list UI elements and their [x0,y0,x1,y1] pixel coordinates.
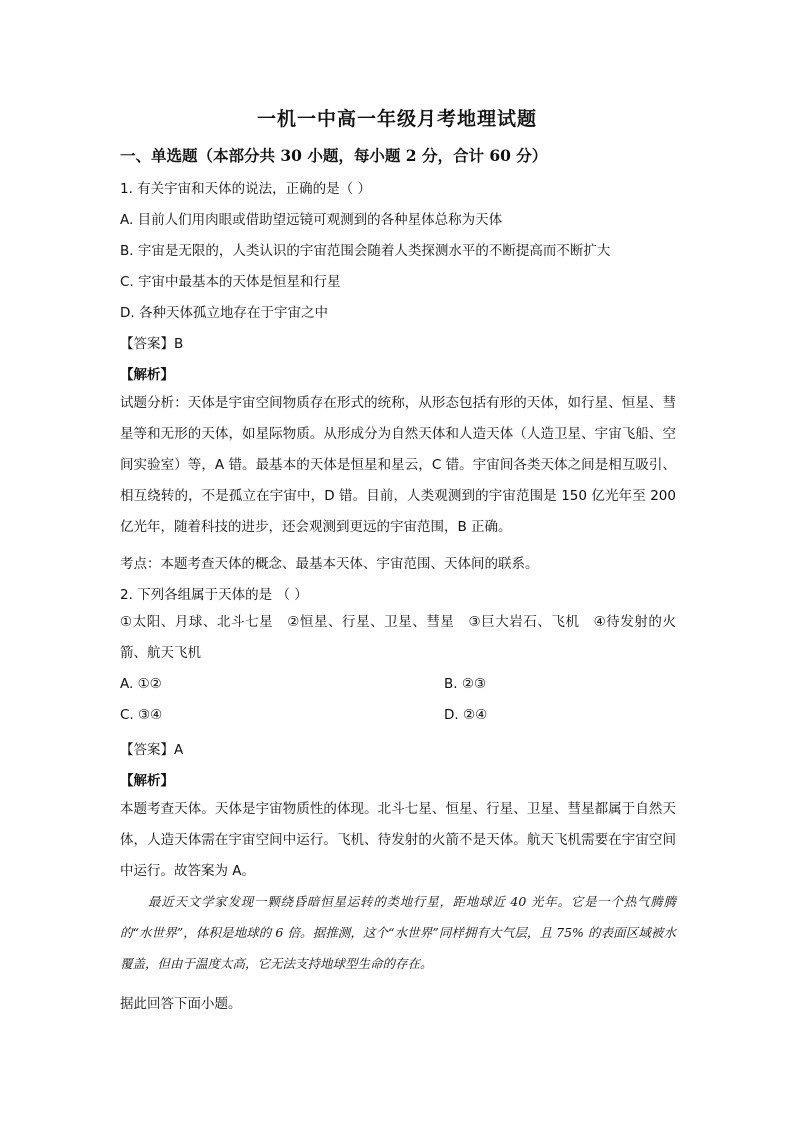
q2-answer: 【答案】A [120,742,184,758]
q1-answer: 【答案】B [120,336,184,352]
q2-items: ①太阳、月球、北斗七星 ②恒星、行星、卫星、彗星 ③巨大岩石、飞机 ④待发射的火箭、航天飞机 [120,614,676,661]
q1-note: 考点：本题考查天体的概念、最基本天体、宇宙范围、天体间的联系。 [120,556,539,572]
q2-analysis: 本题考查天体。天体是宇宙物质性的体现。北斗七星、恒星、行星、卫星、彗星都属于自然天体，人造天体需在宇宙空间中运行。飞机、待发射的火箭不是天体。航天飞机需要在宇宙空间中运行。故答案为 A。 [120,801,676,879]
q1-stem: 1. 有关宇宙和天体的说法，正确的是（ ） [120,181,371,197]
page-title: 一机一中高一年级月考地理试题 [256,108,537,130]
q1-option-c: C. 宇宙中最基本的天体是恒星和行星 [120,274,341,290]
q1-analysis: 试题分析：天体是宇宙空间物质存在形式的统称，从形态包括有形的天体，如行星、恒星、彗星等和无形的天体，如星际物质。从形成分为自然天体和人造天体（人造卫星、宇宙飞船、空间实验室）等，A 错。最基本的天体是恒星和星云，C 错。宇宙间各类天体之间是相互吸引、相互绕转的，不是孤立在宇宙中，D 错。目前，人类观测到的宇宙范围是 150 亿光年至 200 亿光年，随着科技的进步，还会观测到更远的宇宙范围，B 正确。 [120,395,676,535]
q2-stem: 2. 下列各组属于天体的是 （ ） [120,587,308,603]
q2-analysis-label: 【解析】 [120,773,174,789]
q2-option-a: A. ①② [120,676,162,692]
reading-prompt: 据此回答下面小题。 [120,996,242,1012]
q2-option-d: D. ②④ [444,707,488,723]
q1-analysis-label: 【解析】 [120,367,174,383]
section-heading: 一、单选题（本部分共 30 小题，每小题 2 分，合计 60 分） [120,146,548,165]
q1-option-a: A. 目前人们用肉眼或借助望远镜可观测到的各种星体总称为天体 [120,212,503,228]
q1-option-d: D. 各种天体孤立地存在于宇宙之中 [120,305,328,321]
q2-option-b: B. ②③ [444,676,487,692]
reading-passage: 最近天文学家发现一颗绕昏暗恒星运转的类地行星，距地球近 40 光年。它是一个热气腾腾的“水世界”，体积是地球的 6 倍。据推测，这个“水世界”同样拥有大气层，且 75% 的表面区域被水覆盖，但由于温度太高，它无法支持地球型生命的存在。 [120,894,676,971]
q2-option-c: C. ③④ [120,707,163,723]
q1-option-b: B. 宇宙是无限的，人类认识的宇宙范围会随着人类探测水平的不断提高而不断扩大 [120,243,611,259]
